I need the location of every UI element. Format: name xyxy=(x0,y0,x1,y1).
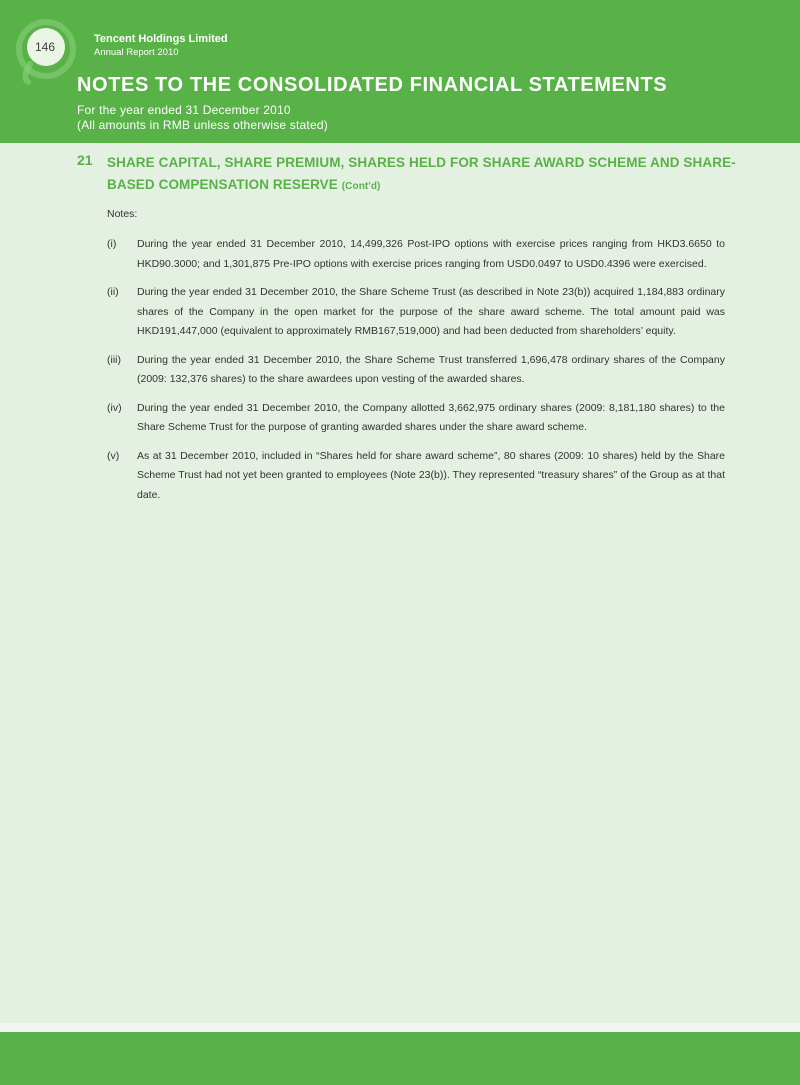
currency-subtitle: (All amounts in RMB unless otherwise stated) xyxy=(77,118,328,132)
note-marker: (iii) xyxy=(107,353,121,366)
page-title: NOTES TO THE CONSOLIDATED FINANCIAL STATEMENTS xyxy=(77,74,668,96)
footer-divider xyxy=(0,1023,800,1032)
note-item xyxy=(107,351,725,390)
note-marker: (v) xyxy=(107,449,120,462)
notes-label: Notes: xyxy=(107,208,138,220)
note-text: As at 31 December 2010, included in “Shares held for share award scheme”, 80 shares (2009: 10 shares) held by the Share Scheme Trust had not yet been granted to employees (Note 23(b)). They represented “treasury shares” of the Group as at that date. xyxy=(137,449,725,501)
section-heading xyxy=(107,152,737,198)
note-marker: (i) xyxy=(107,238,117,250)
section-contd-label: (Cont'd) xyxy=(341,181,381,192)
note-text: During the year ended 31 December 2010, the Company allotted 3,662,975 ordinary shares (2009: 8,181,180 shares) to the Share Scheme Trust for the purpose of granting awarded shares under the share award scheme. xyxy=(137,401,725,433)
note-text: During the year ended 31 December 2010, the Share Scheme Trust (as described in Note 23(b)) acquired 1,184,883 ordinary shares of the Company in the open market for the purpose of the share award scheme. The total amount paid was HKD191,447,000 (equivalent to approximately RMB167,519,000) and had been deducted from shareholders’ equity. xyxy=(137,286,725,337)
page-number: 146 xyxy=(34,40,56,54)
note-item xyxy=(107,447,725,506)
note-item xyxy=(107,283,725,342)
note-text: During the year ended 31 December 2010, the Share Scheme Trust transferred 1,696,478 ordinary shares of the Company (2009: 132,376 shares) to the share awardees upon vesting of the awarded shares. xyxy=(137,353,725,385)
company-name: Tencent Holdings Limited xyxy=(94,33,228,45)
note-marker: (iv) xyxy=(107,401,122,414)
page-footer xyxy=(0,1032,800,1085)
section-number: 21 xyxy=(77,152,93,168)
section-heading-text: SHARE CAPITAL, SHARE PREMIUM, SHARES HELD FOR SHARE AWARD SCHEME AND SHARE-BASED COMPENSATION RESERVE xyxy=(107,155,736,192)
note-item xyxy=(107,399,725,438)
note-marker: (ii) xyxy=(107,286,119,298)
note-item xyxy=(107,235,725,274)
page-header xyxy=(0,0,800,143)
note-text: During the year ended 31 December 2010, 14,499,326 Post-IPO options with exercise prices ranging from HKD3.6650 to HKD90.3000; and 1,301,875 Pre-IPO options with exercise prices ranging from USD0.0497 to USD0.4396 were exercised. xyxy=(137,238,725,270)
notes-list xyxy=(107,235,725,514)
report-name: Annual Report 2010 xyxy=(94,47,179,58)
period-subtitle: For the year ended 31 December 2010 xyxy=(77,103,291,117)
